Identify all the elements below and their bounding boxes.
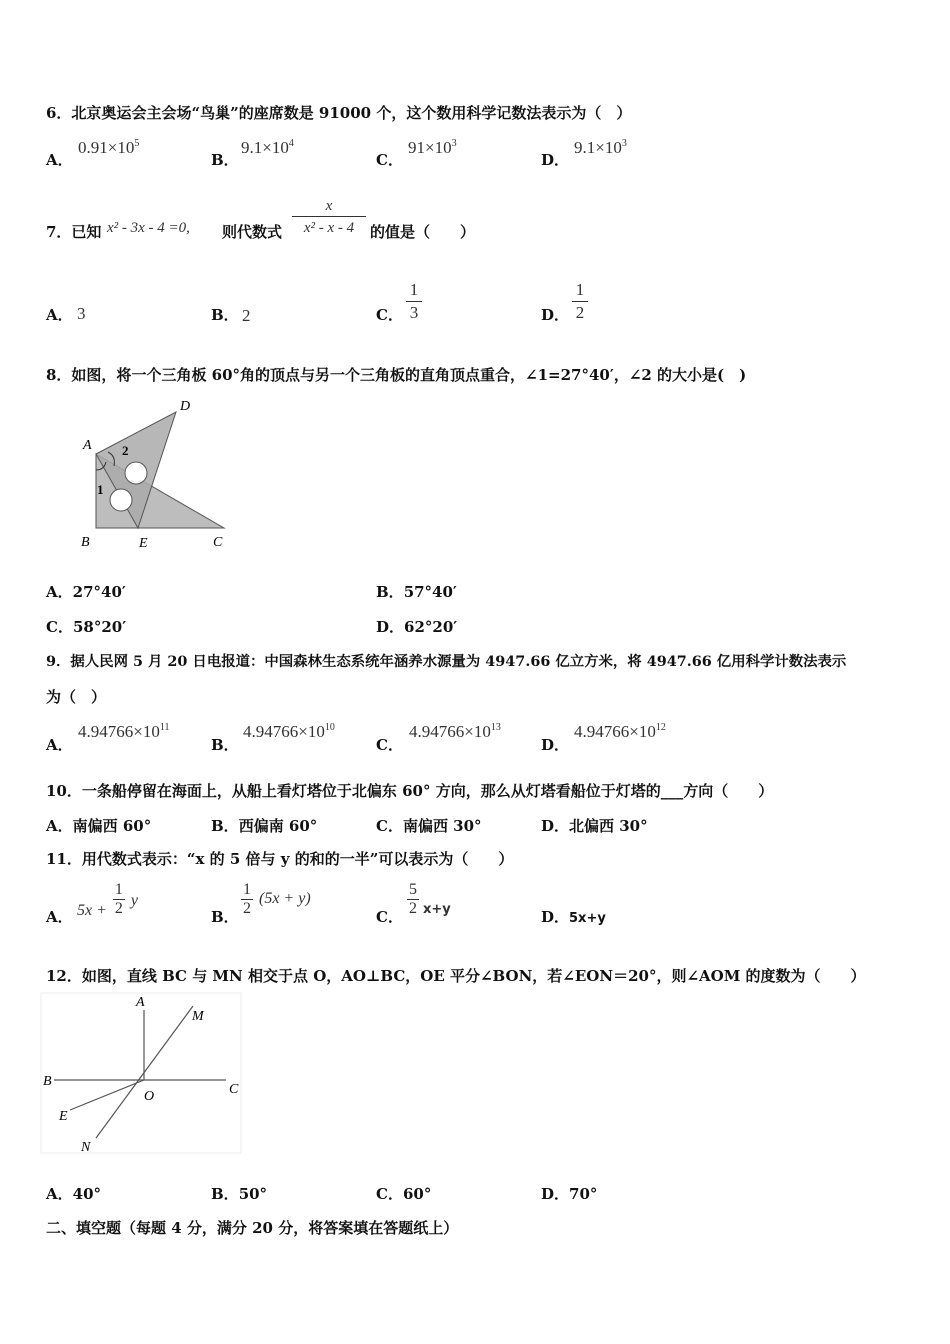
q6-option-c[interactable] (376, 149, 403, 170)
option-label: A． (46, 817, 73, 835)
q7-option-c-fraction: 1 3 (406, 279, 422, 324)
option-label: C． (376, 1185, 403, 1203)
option-label: B． (211, 1185, 239, 1203)
q12-stem: 12．如图，直线 BC 与 MN 相交于点 O，AO⊥BC，OE 平分∠BON，若∠EON＝20°，则∠AOM 的度数为（ ） (46, 967, 866, 985)
option-label: D． (541, 306, 570, 324)
q11-option-b[interactable] (211, 906, 239, 927)
q11-option-a[interactable] (46, 906, 73, 927)
option-value: 5x+y (569, 911, 606, 926)
option-label: B． (211, 306, 239, 324)
option-label: C． (46, 618, 73, 636)
label-2: 2 (122, 443, 129, 458)
q10-option-a[interactable] (46, 815, 151, 836)
q9-stem-line2: 为（ ） (46, 688, 107, 706)
q8-triangle-figure (76, 394, 236, 554)
q9-option-a[interactable] (46, 734, 73, 755)
q10-option-b[interactable] (211, 815, 317, 836)
option-label: A． (46, 1185, 73, 1203)
option-label: A． (46, 908, 73, 926)
q9-option-d-value: $4.94766\times 10^{12}$ (574, 722, 666, 741)
q11-option-d[interactable] (541, 906, 606, 927)
hole-lower (110, 489, 132, 511)
q10-option-d[interactable] (541, 815, 648, 836)
q7-option-c[interactable] (376, 304, 403, 325)
q9-option-c[interactable] (376, 734, 403, 755)
label-c: C (229, 1082, 239, 1097)
option-value: 70° (569, 1185, 598, 1203)
q6-option-a[interactable] (46, 149, 73, 170)
option-label: A． (46, 736, 73, 754)
q9-option-b-value: $4.94766\times 10^{10}$ (243, 722, 335, 741)
option-value: 南偏西 30° (402, 817, 482, 835)
label-c: C (213, 535, 223, 550)
option-value: 50° (238, 1185, 268, 1203)
label-e: E (139, 536, 148, 551)
q7-option-a-value: 3 (77, 304, 86, 323)
q6-option-c-value: $91\times 10^3$ (408, 138, 457, 157)
q9-option-a-value: $4.94766\times 10^{11}$ (78, 722, 170, 741)
q7-stem-mid: 则代数式 (222, 223, 283, 241)
option-label: D． (541, 151, 570, 169)
label-1: 1 (97, 482, 104, 497)
q11-option-c[interactable] (376, 906, 403, 927)
hole-upper (125, 462, 147, 484)
q8-stem: 8．如图，将一个三角板 60°角的顶点与另一个三角板的直角顶点重合，∠1=27°40′，∠2 的大小是( ) (46, 366, 747, 384)
label-a: A (136, 995, 145, 1010)
q7-fraction: x x² - x - 4 (292, 196, 366, 239)
label-b: B (43, 1074, 52, 1089)
q7-equation: x² - 3x - 4 =0, (107, 220, 190, 236)
q12-lines-figure (40, 992, 245, 1157)
q11-option-a-value: 5x + $\frac{1}{2}$ y (77, 881, 139, 920)
option-label: C． (376, 306, 403, 324)
option-value: 60° (402, 1185, 432, 1203)
option-value: 北偏西 30° (569, 817, 648, 835)
label-a: A (83, 438, 92, 453)
option-label: D． (541, 736, 570, 754)
option-label: B． (211, 151, 239, 169)
q9-option-d[interactable] (541, 734, 569, 755)
q6-stem: 6．北京奥运会主会场“鸟巢”的座席数是 91000 个，这个数用科学记数法表示为（ ） (46, 104, 632, 122)
label-b: B (81, 535, 90, 550)
option-value: 27°40′ (72, 583, 126, 601)
option-label: B． (376, 583, 404, 601)
option-label: D． (541, 817, 570, 835)
q10-stem: 10．一条船停留在海面上，从船上看灯塔位于北偏东 60° 方向，那么从灯塔看船位于灯塔的___方向（ ） (46, 782, 774, 800)
option-value: 西偏南 60° (238, 817, 318, 835)
q9-stem-line1: 9．据人民网 5 月 20 日电报道：中国森林生态系统年涵养水源量为 4947.66 亿立方米，将 4947.66 亿用科学计数法表示 (46, 653, 847, 670)
q7-stem-prefix: 7．已知 (46, 223, 102, 241)
option-value: 57°40′ (403, 583, 457, 601)
q6-option-a-value: $0.91\times 10^5$ (78, 138, 140, 157)
q9-option-b[interactable] (211, 734, 239, 755)
q6-option-b-value: $9.1\times 10^4$ (241, 138, 294, 157)
q8-option-d[interactable] (376, 616, 457, 637)
q7-option-d-fraction: 1 2 (572, 279, 588, 324)
option-label: D． (376, 618, 405, 636)
option-label: C． (376, 817, 403, 835)
q11-option-b-value: $\frac{1}{2}$ (5x + y) (243, 881, 311, 917)
option-label: A． (46, 583, 73, 601)
q12-option-c[interactable] (376, 1183, 431, 1204)
q12-option-a[interactable] (46, 1183, 101, 1204)
option-value: 58°20′ (72, 618, 127, 636)
q7-option-b[interactable] (211, 304, 239, 325)
option-label: B． (211, 908, 239, 926)
label-o: O (144, 1089, 155, 1104)
option-value: 40° (72, 1185, 102, 1203)
q12-option-b[interactable] (211, 1183, 267, 1204)
q11-option-c-value: $\frac{5}{2}$ $_{x+y}$ (409, 881, 451, 918)
option-label: B． (211, 817, 239, 835)
option-label: A． (46, 306, 73, 324)
q8-option-b[interactable] (376, 581, 457, 602)
option-label: D． (541, 1185, 570, 1203)
q10-option-c[interactable] (376, 815, 482, 836)
label-d: D (180, 399, 191, 414)
q7-stem-suffix: 的值是（ ） (370, 223, 476, 241)
option-label: B． (211, 736, 239, 754)
q9-option-c-value: $4.94766\times 10^{13}$ (409, 722, 501, 741)
label-n: N (81, 1140, 91, 1155)
line-oe (70, 1080, 144, 1110)
option-label: C． (376, 736, 403, 754)
q8-option-c[interactable] (46, 616, 126, 637)
option-value: 南偏西 60° (72, 817, 152, 835)
q6-option-b[interactable] (211, 149, 239, 170)
q7-option-d[interactable] (541, 304, 569, 325)
q11-stem: 11．用代数式表示：“x 的 5 倍与 y 的和的一半”可以表示为（ ） (46, 850, 514, 868)
q12-option-d[interactable] (541, 1183, 597, 1204)
label-m: M (192, 1009, 204, 1024)
option-label: A． (46, 151, 73, 169)
label-e: E (59, 1109, 68, 1124)
option-value: 62°20′ (404, 618, 458, 636)
option-label: C． (376, 908, 403, 926)
option-label: C． (376, 151, 403, 169)
q7-option-b-value: 2 (242, 306, 251, 325)
section-2-heading: 二、填空题（每题 4 分，满分 20 分，将答案填在答题纸上） (46, 1219, 459, 1237)
option-label: D． (541, 908, 570, 926)
q6-option-d[interactable] (541, 149, 569, 170)
q6-option-d-value: $9.1\times 10^3$ (574, 138, 627, 157)
q7-option-a[interactable] (46, 304, 73, 325)
q8-option-a[interactable] (46, 581, 126, 602)
